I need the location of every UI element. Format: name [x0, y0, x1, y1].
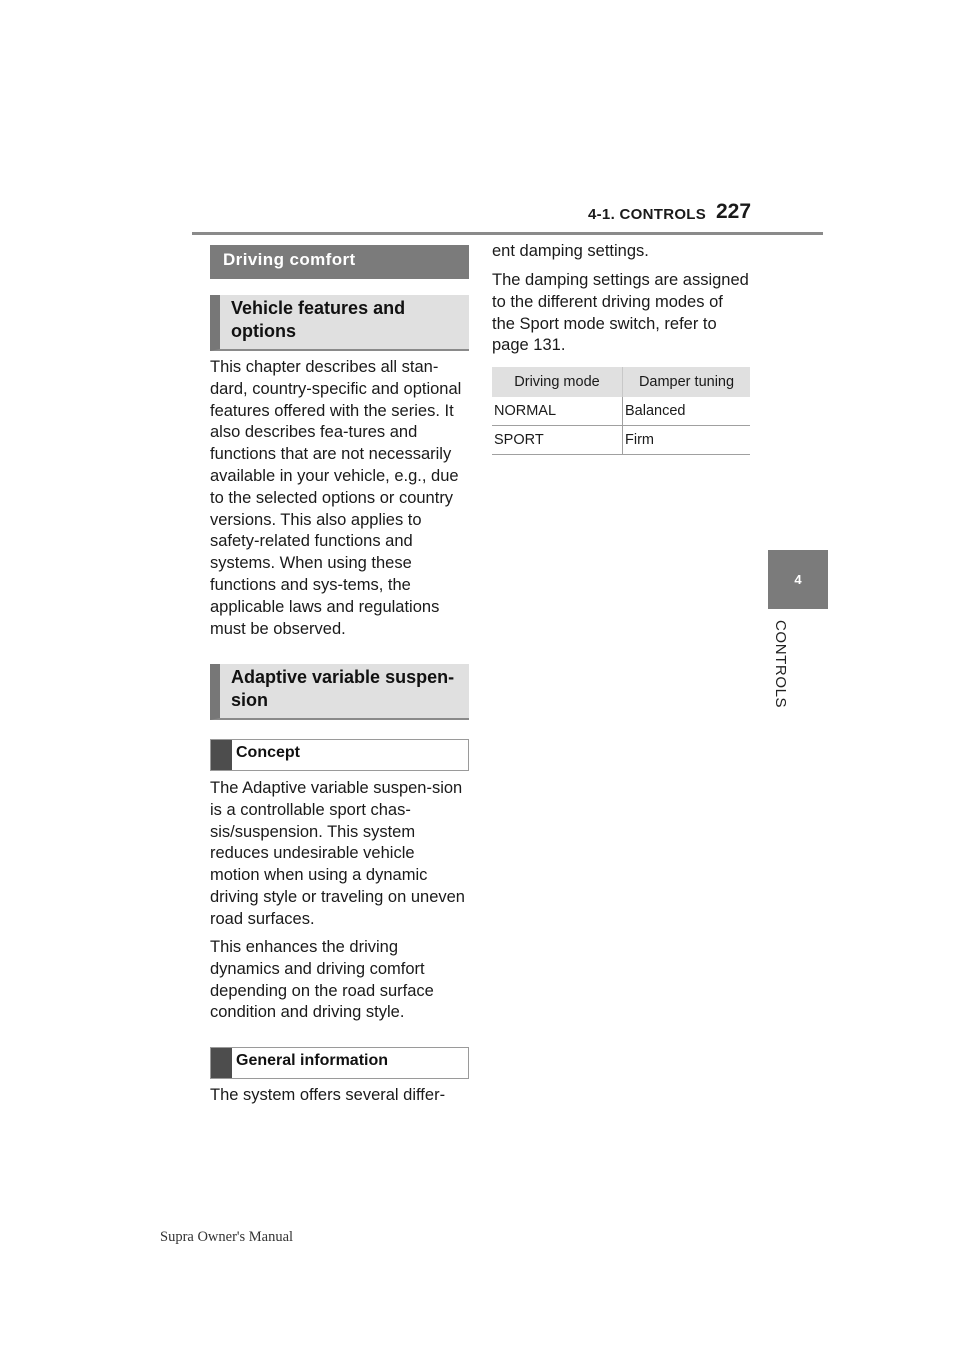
heading-general-information-label: General information: [236, 1052, 389, 1069]
table-row: [492, 397, 750, 426]
chapter-number: 4: [794, 572, 802, 587]
table-cell: NORMAL: [492, 397, 623, 426]
heading-general-information: [210, 1047, 469, 1079]
heading-adaptive-suspension: Adaptive variable suspen-sion: [210, 664, 469, 720]
table-cell: Balanced: [623, 397, 751, 426]
heading-marker: [211, 1048, 232, 1078]
table-row: [492, 426, 750, 455]
chapter-label: CONTROLS: [772, 620, 789, 709]
header-divider: [192, 232, 823, 235]
table-header-driving-mode: Driving mode: [492, 367, 623, 397]
table-cell: SPORT: [492, 426, 623, 455]
section-title: 4-1. CONTROLS: [588, 206, 707, 223]
heading-marker: [211, 740, 232, 770]
table-header-damper-tuning: Damper tuning: [623, 367, 751, 397]
heading-concept-label: Concept: [236, 744, 300, 761]
paragraph-concept-1: The Adaptive variable suspen-sion is a controllable sport chas-sis/suspension. This system reduces undesirable vehicle motion when using a dynamic driving style or traveling on uneven road surfaces.: [210, 779, 465, 928]
damper-table: [492, 367, 750, 455]
paragraph-vehicle-features: This chapter describes all stan-dard, country-specific and optional features offered with the series. It also describes fea-tures and functions that are not necessarily available in your vehicle, e.g., due to the selected options or country versions. This also applies to safety-related functions and systems. When using these functions and sys-tems, the applicable laws and regulations must be observed.: [210, 358, 462, 638]
heading-vehicle-features: Vehicle features and options: [210, 295, 469, 351]
page-number: 227: [716, 200, 752, 223]
manual-footer: Supra Owner's Manual: [160, 1229, 294, 1245]
paragraph-general-1a: The system offers several differ-: [210, 1086, 446, 1104]
paragraph-general-1b: ent damping settings.: [492, 242, 649, 260]
paragraph-concept-2: This enhances the driving dynamics and driving comfort depending on the road surface condition and driving style.: [210, 938, 434, 1022]
paragraph-general-2: The damping settings are assigned to the different driving modes of the Sport mode switch, refer to page 131.: [492, 271, 749, 355]
heading-driving-comfort: Driving comfort: [210, 245, 469, 279]
table-cell: Firm: [623, 426, 751, 455]
chapter-tab: [768, 550, 828, 609]
table-header-row: [492, 367, 750, 397]
heading-concept: [210, 739, 469, 771]
